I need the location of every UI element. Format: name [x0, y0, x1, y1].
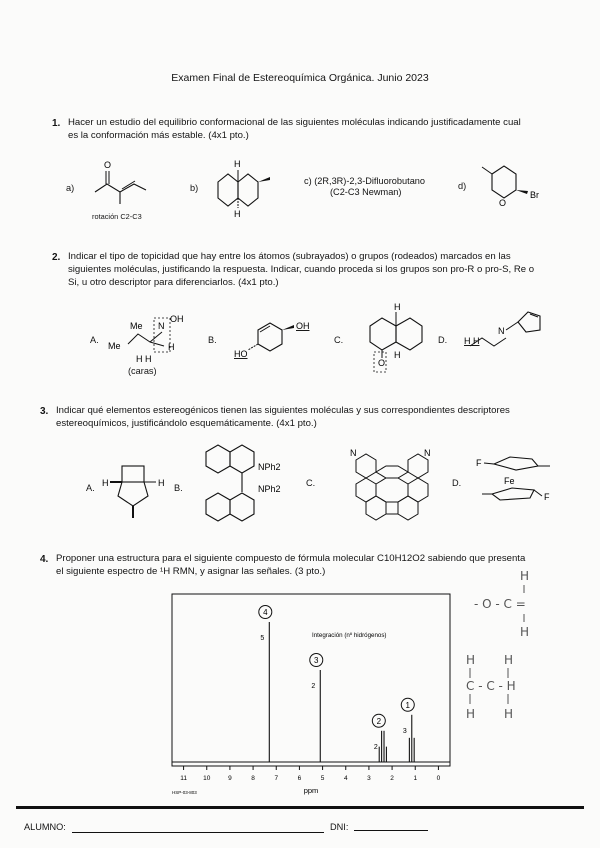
handwritten-fragment-1 [470, 568, 580, 643]
q2-text-line1: Indicar el tipo de topicidad que hay entre los átomos (subrayados) o grupos (rodeados) marcados en las [68, 251, 511, 262]
q3-C-structure [342, 444, 452, 528]
nmr-x-tick-label: 5 [320, 775, 325, 782]
dni-field[interactable] [354, 830, 428, 831]
q2-B-HO-left: HO [234, 349, 248, 359]
nmr-x-tick-label: 1 [413, 775, 418, 782]
q3-D-label: D. [452, 478, 462, 488]
q3-text [56, 404, 576, 430]
q2-A-OH: OH [170, 314, 184, 324]
q2-A-caption: (caras) [128, 366, 157, 376]
nmr-code: HSP-03-803 [172, 790, 197, 795]
q3-number: 3. [40, 406, 49, 417]
q3-D-F-bottom: F [544, 492, 550, 502]
student-name-field[interactable] [72, 832, 324, 833]
q2-A-structure [104, 312, 194, 372]
q3-D-F-top: F [476, 458, 482, 468]
nmr-integration-label: 2 [373, 743, 378, 751]
svg-text:C - C - H: C - C - H [466, 679, 516, 693]
nmr-x-tick-label: 8 [251, 775, 255, 782]
q3-C-label: C. [306, 478, 316, 488]
q3-A-structure [102, 454, 182, 524]
nmr-x-tick-label: 7 [274, 775, 279, 782]
q4-text-line1: Proponer una estructura para el siguiente compuesto de fórmula molecular C10H12O2 sabiendo que presenta [56, 553, 526, 564]
q2-text-line3: Si, u otro descriptor para diferenciarlos. (4x1 pto.) [68, 277, 279, 288]
svg-text:H: H [504, 653, 514, 667]
q4-number: 4. [40, 554, 49, 565]
q1-text-line2: es la conformación más estable. (4x1 pto.) [68, 130, 249, 141]
nmr-x-tick-label: 11 [180, 775, 187, 782]
q1-number: 1. [52, 118, 61, 129]
q2-A-me2: Me [108, 341, 121, 351]
q3-A-H-right: H [158, 478, 165, 488]
nmr-x-tick-label: 4 [343, 775, 348, 782]
nmr-annotation-label: 4 [263, 608, 268, 617]
q2-B-label: B. [208, 335, 217, 345]
nmr-integration-label: 2 [311, 683, 316, 690]
q2-C-H-bottom: H [394, 350, 401, 360]
nmr-x-tick-label: 10 [203, 775, 211, 782]
nmr-x-tick-label: 2 [390, 775, 394, 782]
q1-d-structure [478, 160, 558, 210]
q3-D-structure [472, 452, 562, 514]
nmr-legend-title: Integración (nº hidrógenos) [312, 632, 387, 639]
svg-text:H: H [466, 707, 476, 721]
nmr-annotation-label: 2 [376, 716, 382, 726]
q3-C-N1: N [350, 448, 357, 458]
nmr-plot-frame [172, 594, 450, 766]
q2-B-structure [230, 312, 320, 362]
nmr-annotation-circle [310, 654, 323, 667]
svg-text:H: H [504, 707, 514, 721]
q2-C-structure [362, 300, 442, 375]
nmr-x-tick-label: 0 [436, 775, 441, 782]
q1-d-label: d) [458, 181, 467, 191]
q1-b-H-top: H [234, 159, 241, 169]
q3-D-Fe: Fe [504, 476, 515, 486]
q1-text [68, 116, 568, 142]
q1-a-caption: rotación C2-C3 [92, 212, 142, 221]
q1-c-line1: c) (2R,3R)-2,3-Difluorobutano [304, 176, 426, 186]
nmr-annotation-label: 1 [405, 700, 411, 710]
q1-c-line2: (C2-C3 Newman) [330, 187, 402, 197]
q3-text-line2: estereoquímicos, justificándolo esquemáticamente. (4x1 pto.) [56, 418, 317, 429]
q2-A-N: N [158, 321, 165, 331]
q1-a-label: a) [66, 183, 75, 193]
q2-D-HH: H H [464, 336, 480, 346]
q3-B-NPh2-bottom: NPh2 [258, 484, 281, 494]
q1-b-H-bottom: H [234, 209, 241, 219]
q1-d-oxygen: O [499, 198, 507, 208]
q2-A-HH: H H [136, 354, 152, 364]
nmr-x-tick-label: 6 [297, 775, 302, 782]
q3-text-line1: Indicar qué elementos estereogénicos tienen las siguientes moléculas y sus correspondientes descriptores [56, 405, 510, 416]
q2-B-OH-right: OH [296, 321, 310, 331]
nmr-annotation-circle [259, 606, 272, 619]
q4-text-line2: el siguiente espectro de ¹H RMN, y asignar las señales. (3 pto.) [56, 566, 326, 577]
q3-B-label: B. [174, 483, 183, 493]
q2-D-structure [462, 302, 562, 362]
nmr-integration-label: 3 [402, 727, 407, 735]
exam-title: Examen Final de Estereoquímica Orgánica. Junio 2023 [171, 72, 429, 84]
q3-B-structure [196, 440, 286, 528]
q2-C-H-top: H [394, 302, 401, 312]
q3-B-NPh2-top: NPh2 [258, 462, 281, 472]
student-name-label: ALUMNO: [24, 822, 66, 832]
hw-frag1-H-top: H [520, 569, 530, 583]
handwritten-fragment-2 [462, 652, 582, 732]
dni-label: DNI: [330, 822, 349, 832]
nmr-annotation-circle [401, 698, 414, 711]
q2-C-O: O [378, 358, 386, 368]
footer-rule [16, 806, 584, 809]
hw-frag1-row: - O - C = [474, 597, 526, 611]
nmr-x-tick-label: 3 [367, 775, 371, 782]
q2-D-N: N [498, 326, 505, 336]
nmr-integration-label: 5 [260, 635, 265, 642]
q1-text-line1: Hacer un estudio del equilibrio conformacional de las siguientes moléculas indicando justificadamente cual [68, 117, 521, 128]
q1-b-structure [210, 160, 290, 220]
q2-text-line2: siguientes moléculas, justificando la respuesta. Indicar, cuando proceda si los grupos son pro-R o pro-S, Re o [68, 264, 535, 275]
q1-d-bromine: Br [530, 190, 539, 200]
q2-A-label: A. [90, 335, 99, 345]
hw-frag1-H-bottom: H [520, 625, 530, 639]
q2-D-label: D. [438, 335, 448, 345]
q3-A-label: A. [86, 483, 95, 493]
svg-text:H: H [466, 653, 476, 667]
q2-A-me1: Me [130, 321, 143, 331]
nmr-x-axis-label: ppm [303, 786, 319, 795]
q2-C-label: C. [334, 335, 344, 345]
q3-C-N2: N [424, 448, 431, 458]
nmr-x-tick-label: 9 [228, 775, 232, 782]
q2-text [68, 250, 568, 289]
q2-number: 2. [52, 252, 61, 263]
nmr-annotation-circle [372, 714, 385, 727]
q1-a-oxygen: O [104, 160, 112, 170]
q3-A-H-left: H [102, 478, 109, 488]
q1-b-label: b) [190, 183, 199, 193]
q1-a-structure [90, 156, 150, 206]
q2-A-H: H [168, 342, 175, 352]
nmr-annotation-label: 3 [314, 656, 319, 665]
